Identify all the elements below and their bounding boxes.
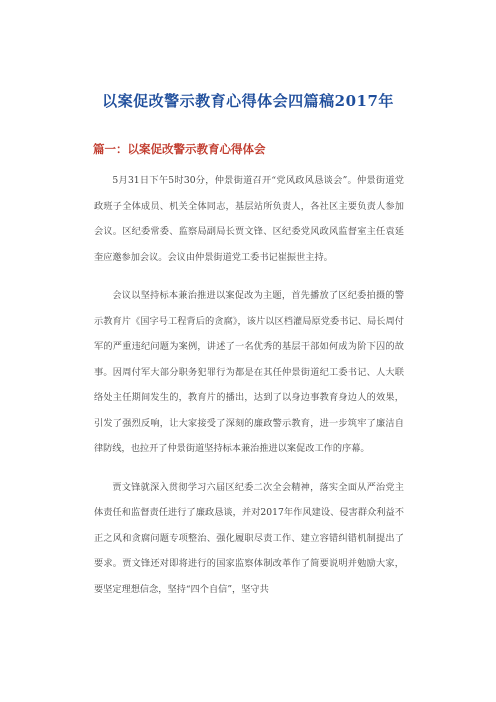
section-heading: 篇一：以案促改警示教育心得体会 [93, 142, 266, 156]
paragraph-1: 5月31日下午5时30分，仲景街道召开“党风政风恳谈会”。仲景街道党政班子全体成员、机关全体同志，基层站所负责人，各社区主要负责人参加会议。区纪委常委、监察局副局长贾文锋、区纪委党风政风监督室主任袁延奎应邀参加会议。会议由仲景街道党工委书记崔振世主持。 [94, 175, 404, 263]
paragraph-2: 会议以坚持标本兼治推进以案促改为主题，首先播放了区纪委拍摄的警示教育片《国字号工程背后的贪腐》，该片以区档灌局原党委书记、局长周付军的严重违纪问题为案例，讲述了一名优秀的基层干部如何成为阶下囚的故事。因周付军大部分职务犯罪行为都是在其任仲景街道纪工委书记、人大联络处主任期间发生的，教育片的播出，达到了以身边事教育身边人的效果，引发了强烈反响，让大家接受了深刻的廉政警示教育，进一步筑牢了廉洁自律防线，也拉开了仲景街道坚持标本兼治推进以案促改工作的序幕。 [94, 290, 404, 454]
paragraph-3: 贾文锋就深入贯彻学习六届区纪委二次全会精神，落实全面从严治党主体责任和监督责任进行了廉政恳谈，并对2017年作风建设、侵害群众利益不正之风和贪腐问题专项整治、强化履职尽责工作、建立容错纠错机制提出了要求。贾文锋还对即将进行的国家监察体制改革作了简要说明并勉励大家，要坚定理想信念，坚持“四个自信”，坚守共 [94, 481, 404, 595]
document-body [94, 168, 404, 615]
document-title: 以案促改警示教育心得体会四篇稿2017年 [102, 92, 394, 110]
